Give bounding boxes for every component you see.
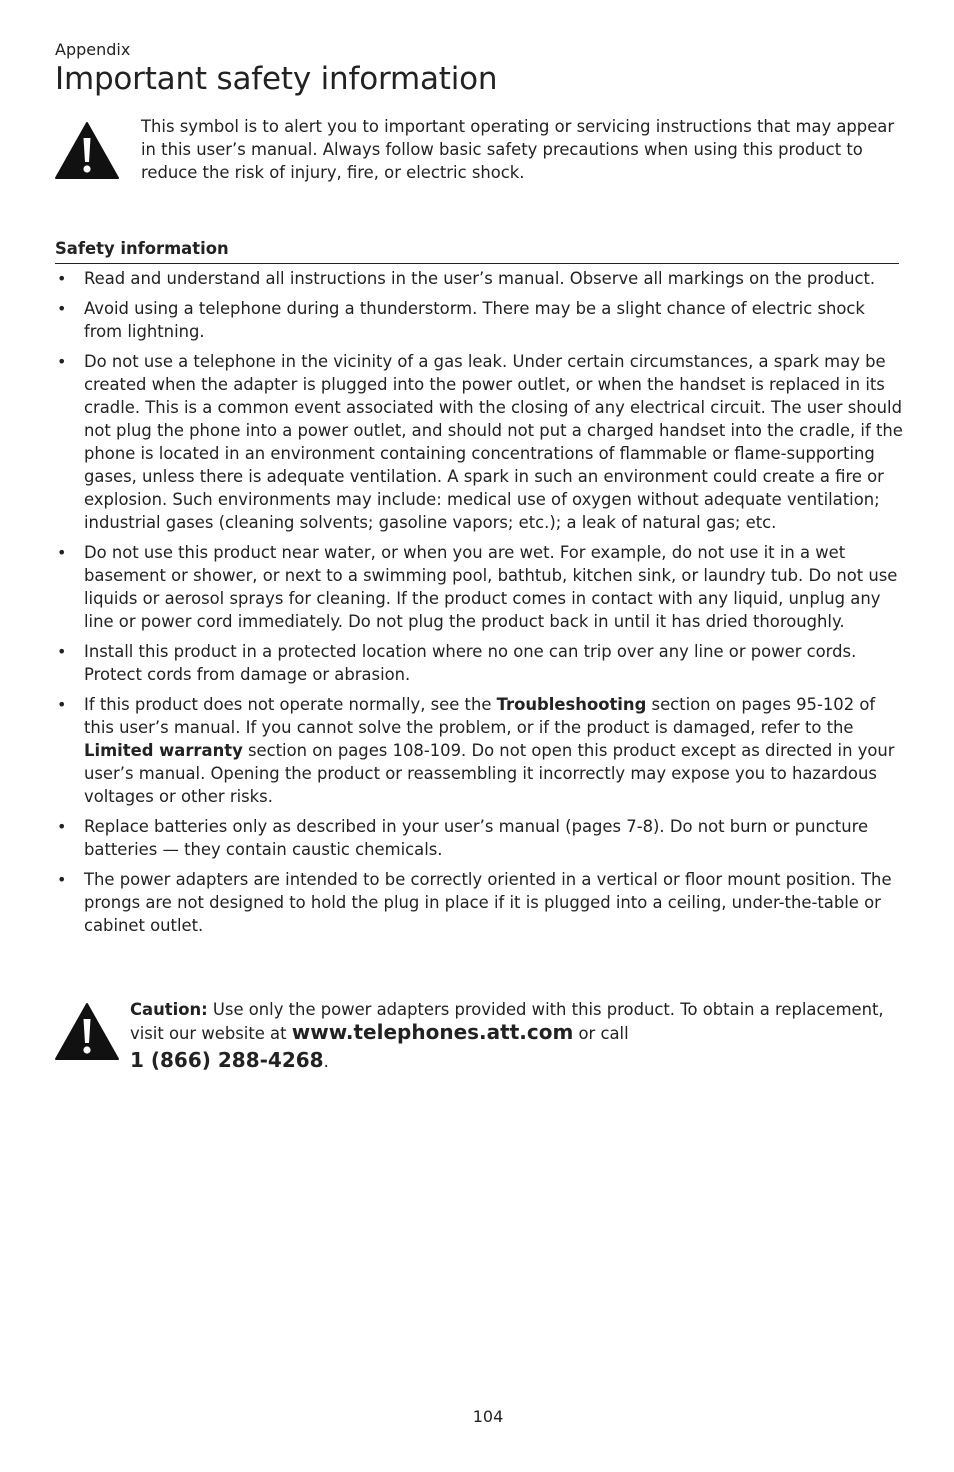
list-item <box>55 267 905 290</box>
text-run: If this product does not operate normally, see the <box>84 695 497 714</box>
text-run: . <box>323 1052 329 1071</box>
warning-triangle-icon <box>55 1002 119 1060</box>
bullet-icon: • <box>57 352 67 371</box>
list-item <box>55 693 905 808</box>
list-item-text: Do not use a telephone in the vicinity of a gas leak. Under certain circumstances, a spark may be created when the adapter is plugged into the power outlet, or when the handset is replaced in its cradle. This is a common event associated with the closing of any electrical circuit. The user should not plug the phone into a power outlet, and should not put a charged handset into the cradle, if the phone is located in an environment containing concentrations of flammable or flame-supporting gases, unless there is adequate ventilation. A spark in such an environment could create a fire or explosion. Such environments may include: medical use of oxygen without adequate ventilation; industrial gases (cleaning solvents; gasoline vapors; etc.); a leak of natural gas; etc. <box>84 352 903 532</box>
bullet-icon: • <box>57 695 67 714</box>
section-label: Appendix <box>55 40 131 59</box>
list-item-text: Replace batteries only as described in your user’s manual (pages 7-8). Do not burn or puncture batteries — they contain caustic chemicals. <box>84 817 869 859</box>
caution-text <box>130 998 910 1045</box>
page-title: Important safety information <box>55 61 498 97</box>
phone-number: 1 (866) 288-4268 <box>130 1048 324 1072</box>
limited-warranty-ref: Limited warranty <box>84 741 243 760</box>
list-item <box>55 868 905 937</box>
list-item <box>55 297 905 343</box>
page-number: 104 <box>472 1407 504 1426</box>
bullet-icon: • <box>57 299 67 318</box>
troubleshooting-ref: Troubleshooting <box>496 695 647 714</box>
bullet-icon: • <box>57 817 67 836</box>
text-run: section on pages 108-109. Do not open this product except as directed in your user’s manual. Opening the product or reassembling it incorrectly may expose you to hazardous voltages or other risks. <box>84 741 895 806</box>
list-item-text <box>84 695 895 806</box>
text-run: section on pages 95-102 of this user’s manual. If you cannot solve the problem, or if the product is damaged, refer to the <box>84 695 876 737</box>
text-run: Use only the power adapters provided with this product. To obtain a replacement, visit our website at <box>130 1000 884 1043</box>
safety-list <box>55 267 905 944</box>
caution-label: Caution: <box>130 1000 208 1019</box>
list-item-text: Install this product in a protected location where no one can trip over any line or power cords. Protect cords from damage or abrasion. <box>84 642 857 684</box>
list-item <box>55 350 905 534</box>
list-item-text: The power adapters are intended to be correctly oriented in a vertical or floor mount position. The prongs are not designed to hold the plug in place if it is plugged into a ceiling, under-the-table or cabinet outlet. <box>84 870 892 935</box>
caution-note <box>130 998 910 1075</box>
list-item <box>55 541 905 633</box>
list-item <box>55 640 905 686</box>
warning-triangle-icon <box>55 121 119 179</box>
list-item-text: Read and understand all instructions in the user’s manual. Observe all markings on the product. <box>84 269 876 288</box>
bullet-icon: • <box>57 642 67 661</box>
bullet-icon: • <box>57 543 67 562</box>
text-run: or call <box>573 1024 629 1043</box>
safety-heading: Safety information <box>55 239 229 258</box>
list-item <box>55 815 905 861</box>
website-link[interactable]: www.telephones.att.com <box>291 1020 574 1044</box>
heading-rule <box>55 263 899 264</box>
intro-text: This symbol is to alert you to important operating or servicing instructions that may appear in this user’s manual. Always follow basic safety precautions when using this product to reduce the risk of injury, fire, or electric shock. <box>141 117 895 182</box>
bullet-icon: • <box>57 269 67 288</box>
bullet-icon: • <box>57 870 67 889</box>
list-item-text: Avoid using a telephone during a thunderstorm. There may be a slight chance of electric shock from lightning. <box>84 299 865 341</box>
list-item-text: Do not use this product near water, or when you are wet. For example, do not use it in a wet basement or shower, or next to a swimming pool, bathtub, kitchen sink, or laundry tub. Do not use liquids or aerosol sprays for cleaning. If the product comes in contact with any liquid, unplug any line or power cord immediately. Do not plug the product back in until it has dried thoroughly. <box>84 543 898 631</box>
